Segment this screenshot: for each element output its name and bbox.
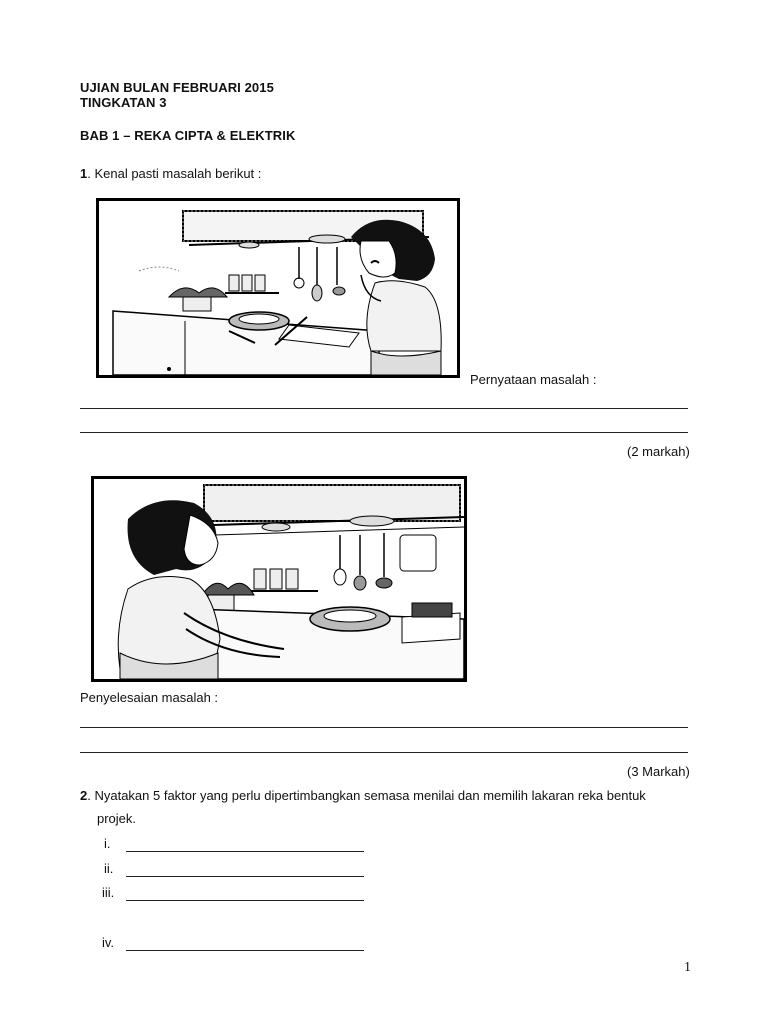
question-2-prompt: . Nyatakan 5 faktor yang perlu dipertimbangkan semasa menilai dan memilih lakaran reka bentuk — [87, 788, 646, 803]
answer-line-i[interactable] — [126, 851, 364, 852]
question-2-prompt-cont: projek. — [97, 811, 137, 826]
question-1-number: 1 — [80, 166, 88, 181]
item-label-ii: ii. — [104, 861, 114, 876]
answer-line-iii[interactable] — [126, 900, 364, 901]
problem-statement-label: Pernyataan masalah : — [470, 372, 597, 387]
question-2-number: 2 — [80, 788, 88, 803]
marks-label-1: (2 markah) — [627, 444, 690, 459]
kitchen-solution-illustration — [91, 476, 467, 682]
page-number: 1 — [684, 960, 691, 975]
exam-title: UJIAN BULAN FEBRUARI 2015 — [80, 80, 274, 95]
item-label-iv: iv. — [102, 935, 115, 950]
answer-line-problem-2[interactable] — [80, 432, 688, 433]
kitchen-problem-drawing — [99, 201, 457, 375]
marks-label-2: (3 Markah) — [627, 764, 690, 779]
answer-line-ii[interactable] — [126, 876, 364, 877]
item-label-i: i. — [104, 836, 111, 851]
question-2 — [80, 788, 720, 803]
chapter-title: BAB 1 – REKA CIPTA & ELEKTRIK — [80, 128, 296, 143]
answer-line-solution-2[interactable] — [80, 752, 688, 753]
form-level: TINGKATAN 3 — [80, 95, 167, 110]
item-label-iii: iii. — [102, 885, 115, 900]
kitchen-solution-drawing — [94, 479, 464, 679]
question-1-prompt: . Kenal pasti masalah berikut : — [87, 166, 262, 181]
answer-line-solution-1[interactable] — [80, 727, 688, 728]
answer-line-iv[interactable] — [126, 950, 364, 951]
answer-line-problem-1[interactable] — [80, 408, 688, 409]
question-1 — [80, 166, 261, 181]
solution-label: Penyelesaian masalah : — [80, 690, 219, 705]
kitchen-problem-illustration — [96, 198, 460, 378]
